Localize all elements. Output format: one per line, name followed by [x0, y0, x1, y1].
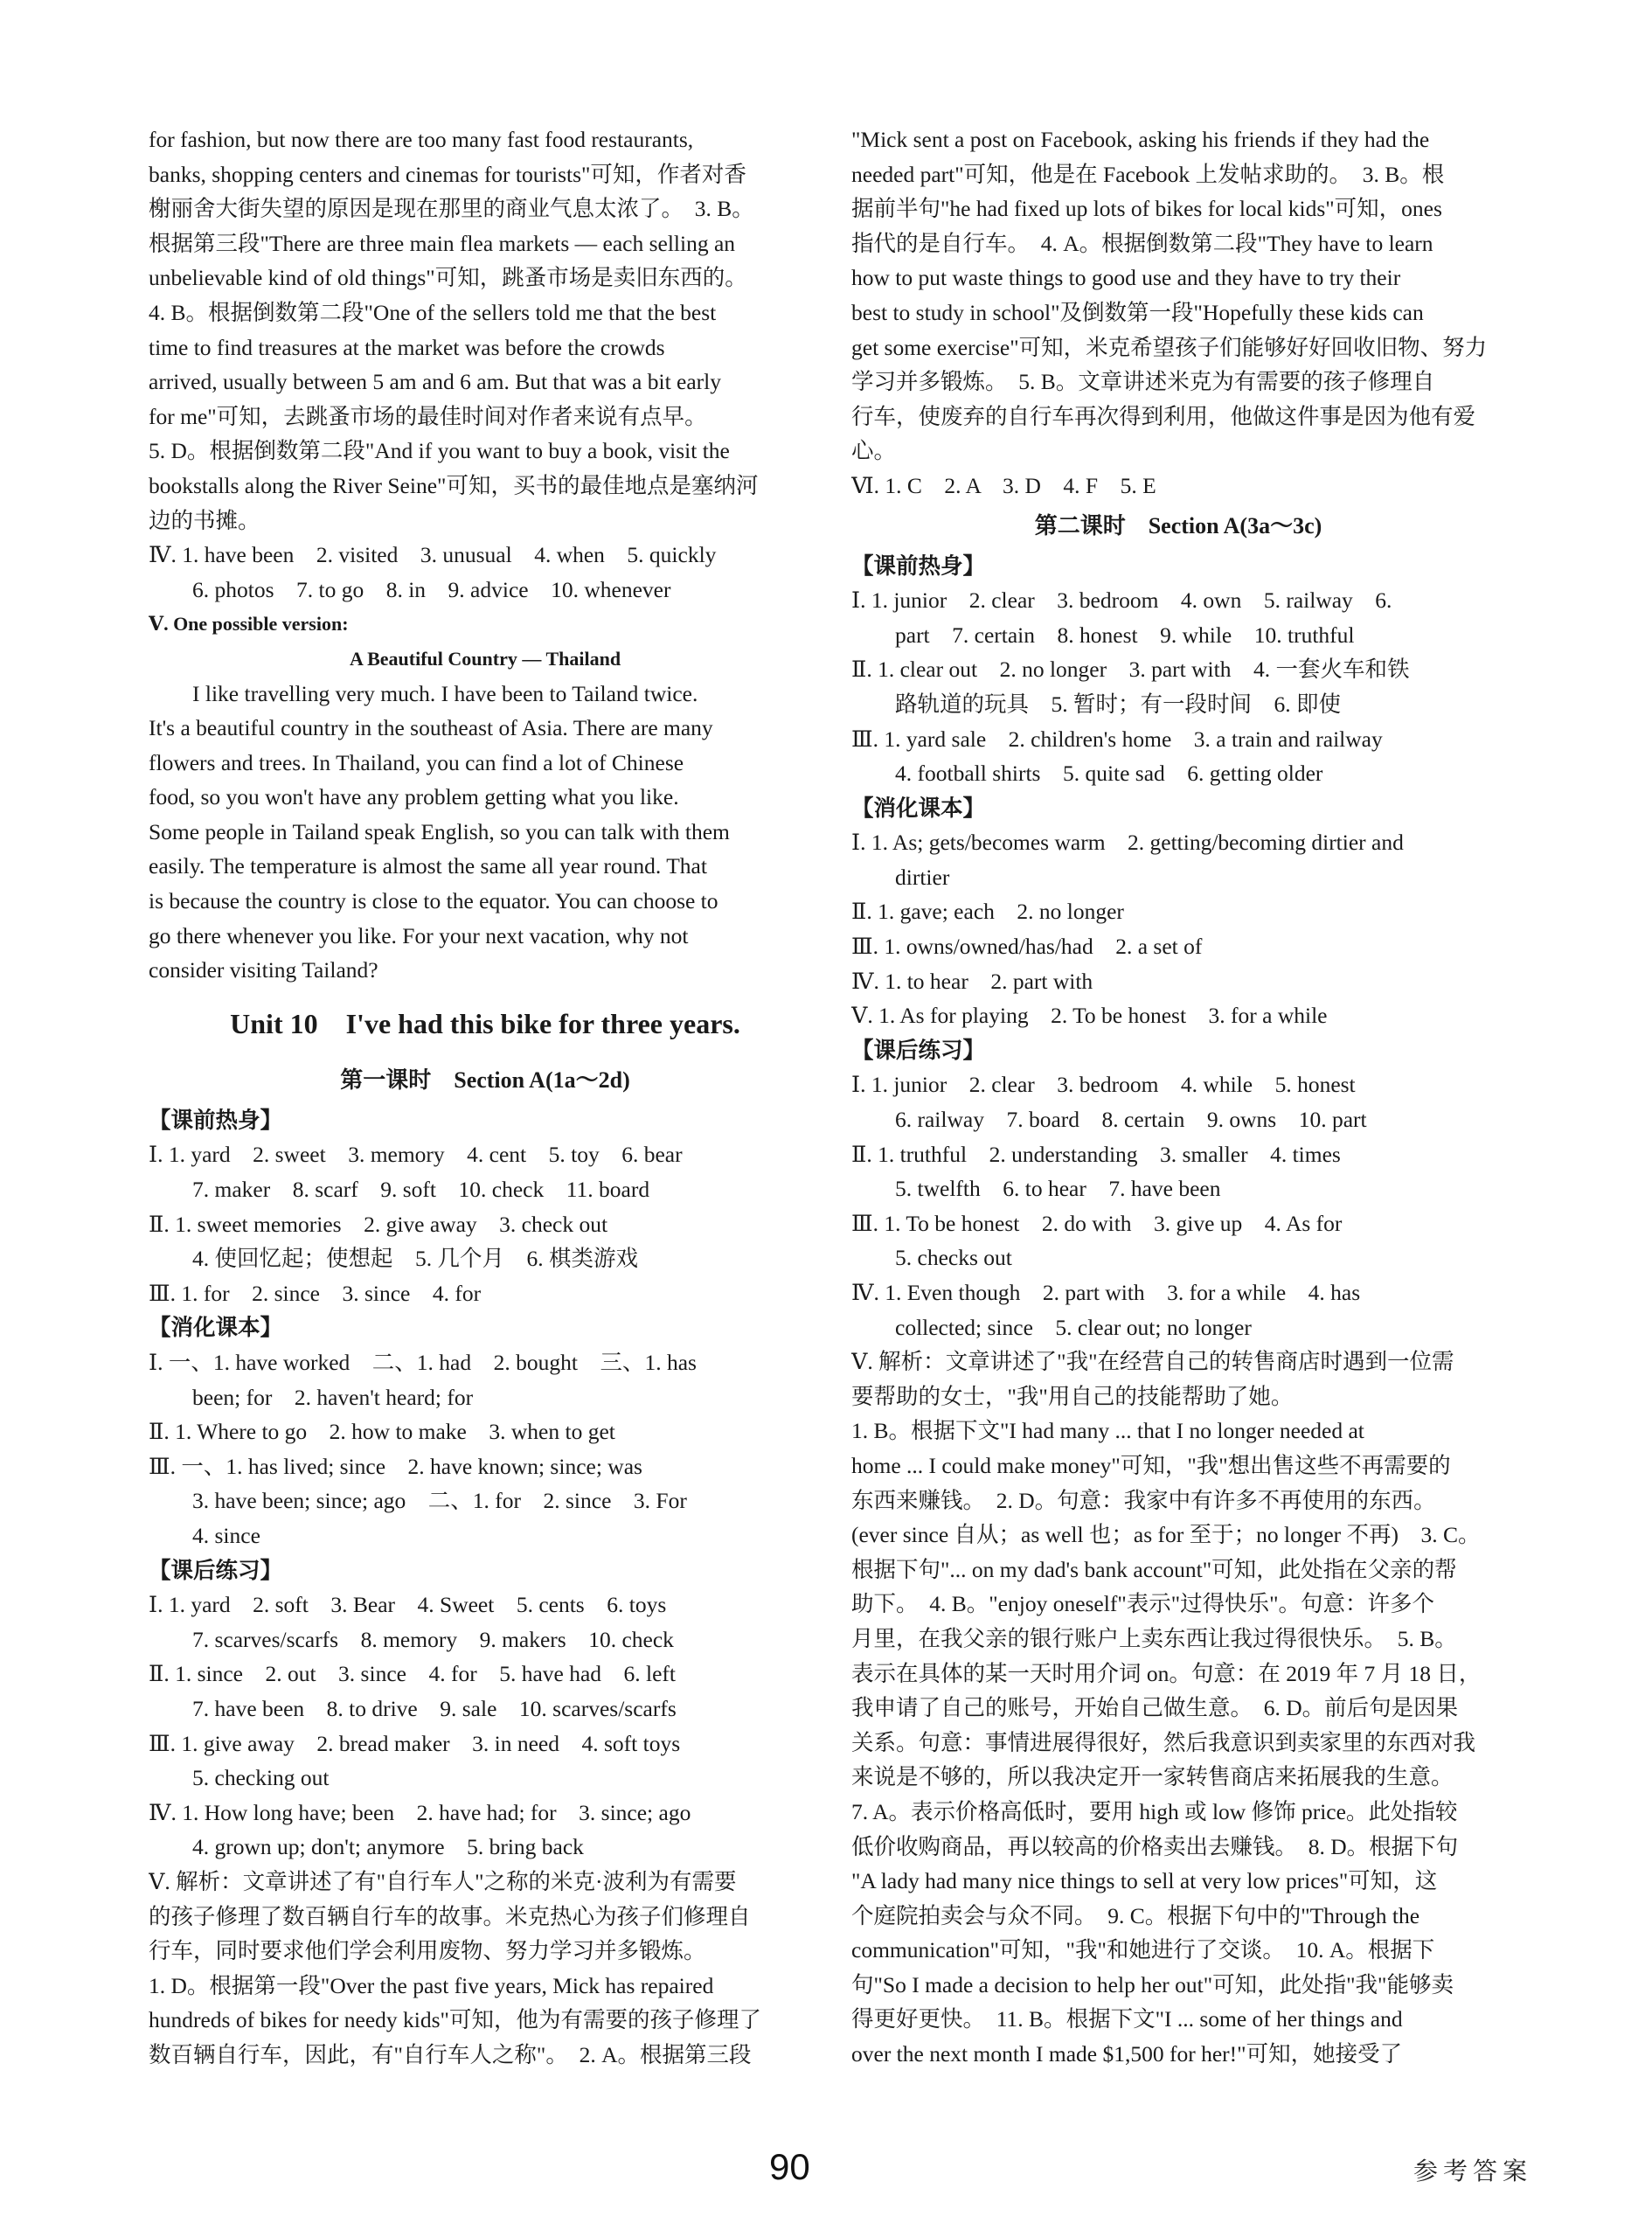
text-line: 榭丽舍大街失望的原因是现在那里的商业气息太浓了。 3. B。: [149, 196, 754, 222]
answer-line: Ⅰ. 1. junior 2. clear 3. bedroom 4. own 5. railway 6.: [851, 587, 1392, 614]
text-line: get some exercise"可知，米克希望孩子们能够好好回收旧物、努力: [851, 334, 1488, 360]
answer-line: 关系。句意：事情进展得很好，然后我意识到卖家里的东西对我: [851, 1729, 1476, 1755]
answer-line: 低价收购商品，再以较高的价格卖出去赚钱。 8. D。根据下句: [851, 1833, 1459, 1859]
essay-line: easily. The temperature is almost the same all year round. That: [149, 853, 707, 879]
answer-line: 4. grown up; don't; anymore 5. bring back: [192, 1834, 584, 1860]
answer-line: Ⅰ. 一、1. have worked 二、1. had 2. bought 三、1. has: [149, 1350, 697, 1375]
answer-line: 东西来赚钱。 2. D。句意：我家中有许多不再使用的东西。: [851, 1487, 1436, 1513]
answer-line: 1. D。根据第一段"Over the past five years, Mick has repaired: [149, 1972, 714, 1998]
answer-line: Ⅴ. 解析：文章讲述了"我"在经营自己的转售商店时遇到一位需: [851, 1349, 1454, 1375]
answer-line: Ⅱ. 1. gave; each 2. no longer: [851, 899, 1124, 925]
text-line: best to study in school"及倒数第一段"Hopefully these kids can: [851, 299, 1424, 325]
answer-line: 得更好更快。 11. B。根据下文"I ... some of her things and: [851, 2006, 1403, 2032]
answer-line: Ⅳ. 1. to hear 2. part with: [851, 968, 1093, 994]
text-line: time to find treasures at the market was before the crowds: [149, 334, 665, 360]
text-line: needed part"可知，他是在 Facebook 上发帖求助的。 3. B。根: [851, 161, 1445, 187]
answer-line: (ever since 自从；as well 也；as for 至于；no longer 不再) 3. C。: [851, 1522, 1481, 1548]
warmup-label: 【课前热身】: [851, 552, 986, 579]
essay-line: flowers and trees. In Thailand, you can find a lot of Chinese: [149, 749, 684, 775]
answer-line: hundreds of bikes for needy kids"可知，他为有需要的孩子修理了: [149, 2007, 761, 2033]
answer-line: 路轨道的玩具 5. 暂时；有一段时间 6. 即使: [895, 691, 1342, 717]
answer-line: 个庭院拍卖会与众不同。 9. C。根据下句中的"Through the: [851, 1902, 1420, 1928]
answer-line: 7. A。表示价格高低时，要用 high 或 low 修饰 price。此处指较: [851, 1798, 1458, 1824]
text-line: bookstalls along the River Seine"可知，买书的最佳地点是塞纳河: [149, 472, 759, 498]
text-line: Ⅳ. 1. have been 2. visited 3. unusual 4. when 5. quickly: [149, 542, 717, 568]
essay-line: consider visiting Tailand?: [149, 957, 378, 983]
answer-line: Ⅱ. 1. clear out 2. no longer 3. part with 4. 一套火车和铁: [851, 657, 1410, 683]
answer-line: Ⅱ. 1. Where to go 2. how to make 3. when to get: [149, 1419, 615, 1445]
answer-line: 的孩子修理了数百辆自行车的故事。米克热心为孩子们修理自: [149, 1903, 751, 1929]
answer-line: Ⅲ. 1. give away 2. bread maker 3. in need 4. soft toys: [149, 1730, 681, 1756]
left-column: [149, 122, 822, 2072]
answer-line: home ... I could make money"可知，"我"想出售这些不再需要的: [851, 1452, 1451, 1478]
answer-line: over the next month I made $1,500 for her!"可知，她接受了: [851, 2041, 1403, 2067]
essay-line: is because the country is close to the equator. You can choose to: [149, 888, 718, 914]
essay-line: go there whenever you like. For your next vacation, why not: [149, 922, 689, 948]
text-line: 心。: [851, 438, 897, 464]
answer-line: 句"So I made a decision to help her out"可知，此处指"我"能够卖: [851, 1971, 1454, 1997]
answer-line: Ⅰ. 1. yard 2. soft 3. Bear 4. Sweet 5. cents 6. toys: [149, 1592, 667, 1618]
answer-line: 月里，在我父亲的银行账户上卖东西让我过得很快乐。 5. B。: [851, 1625, 1457, 1651]
answer-line: Ⅰ. 1. yard 2. sweet 3. memory 4. cent 5. toy 6. bear: [149, 1142, 683, 1168]
answer-line: 我申请了自己的账号，开始自己做生意。 6. D。前后句是因果: [851, 1695, 1459, 1721]
answer-line: Ⅳ. 1. Even though 2. part with 3. for a while 4. has: [851, 1280, 1361, 1305]
digest-label: 【消化课本】: [149, 1315, 283, 1341]
text-line: arrived, usually between 5 am and 6 am. But that was a bit early: [149, 369, 722, 395]
answer-line: 7. have been 8. to drive 9. sale 10. scarves/scarfs: [192, 1695, 677, 1721]
answer-line: Ⅰ. 1. junior 2. clear 3. bedroom 4. while 5. honest: [851, 1072, 1356, 1098]
answer-line: 5. checking out: [192, 1765, 330, 1791]
text-line: banks, shopping centers and cinemas for tourists"可知，作者对香: [149, 161, 746, 187]
text-line: unbelievable kind of old things"可知，跳蚤市场是卖旧东西的。: [149, 265, 747, 291]
text-line: 5. D。根据倒数第二段"And if you want to buy a book, visit the: [149, 438, 730, 464]
answer-line: collected; since 5. clear out; no longer: [895, 1314, 1252, 1340]
warmup-label: 【课前热身】: [149, 1107, 283, 1133]
answer-line: 1. B。根据下文"I had many ... that I no longer needed at: [851, 1418, 1364, 1444]
text-line: 4. B。根据倒数第二段"One of the sellers told me that the best: [149, 299, 717, 325]
answer-line: 要帮助的女士，"我"用自己的技能帮助了她。: [851, 1383, 1294, 1409]
answer-line: Ⅱ. 1. sweet memories 2. give away 3. check out: [149, 1211, 608, 1237]
essay-line: Some people in Tailand speak English, so you can talk with them: [149, 818, 730, 844]
section-title: 第二课时 Section A(3a～3c): [1034, 512, 1322, 538]
answer-line: "A lady had many nice things to sell at very low prices"可知，这: [851, 1868, 1438, 1894]
answer-line: 7. maker 8. scarf 9. soft 10. check 11. board: [192, 1177, 650, 1203]
text-line: 行车，使废弃的自行车再次得到利用，他做这件事是因为他有爱: [851, 403, 1476, 429]
answer-line: Ⅲ. 一、1. has lived; since 2. have known; since; was: [149, 1453, 642, 1479]
essay-heading: Ⅴ. One possible version:: [149, 613, 349, 636]
answer-line: Ⅲ. 1. for 2. since 3. since 4. for: [149, 1280, 482, 1306]
text-line: Ⅵ. 1. C 2. A 3. D 4. F 5. E: [851, 472, 1156, 498]
text-line: 根据第三段"There are three main flea markets — each selling an: [149, 230, 736, 256]
answer-line: 行车，同时要求他们学会利用废物、努力学习并多锻炼。: [149, 1938, 706, 1964]
answer-line: Ⅱ. 1. since 2. out 3. since 4. for 5. have had 6. left: [149, 1661, 676, 1687]
practice-label: 【课后练习】: [851, 1037, 986, 1063]
answer-line: 4. 使回忆起；使想起 5. 几个月 6. 棋类游戏: [192, 1246, 639, 1272]
answer-line: Ⅴ. 1. As for playing 2. To be honest 3. for a while: [851, 1003, 1328, 1029]
answer-line: Ⅲ. 1. owns/owned/has/had 2. a set of: [851, 934, 1203, 960]
essay-line: I like travelling very much. I have been to Tailand twice.: [192, 680, 698, 706]
essay-line: food, so you won't have any problem getting what you like.: [149, 784, 679, 810]
answer-line: Ⅲ. 1. yard sale 2. children's home 3. a train and railway: [851, 726, 1383, 752]
answer-line: 4. since: [192, 1522, 260, 1548]
answer-line: Ⅳ. 1. How long have; been 2. have had; for 3. since; ago: [149, 1799, 691, 1825]
answer-line: 3. have been; since; ago 二、1. for 2. since 3. For: [192, 1488, 687, 1514]
footer-label: 参考答案: [1413, 2158, 1533, 2185]
text-line: for fashion, but now there are too many fast food restaurants,: [149, 127, 694, 152]
answer-line: 6. railway 7. board 8. certain 9. owns 10. part: [895, 1107, 1367, 1133]
text-line: 6. photos 7. to go 8. in 9. advice 10. whenever: [192, 576, 671, 602]
answer-line: dirtier: [895, 864, 950, 890]
answer-line: part 7. certain 8. honest 9. while 10. truthful: [895, 622, 1355, 648]
answer-line: 来说是不够的，所以我决定开一家转售商店来拓展我的生意。: [851, 1764, 1454, 1790]
answer-line: 数百辆自行车，因此，有"自行车人之称"。 2. A。根据第三段: [149, 2041, 752, 2067]
text-line: 指代的是自行车。 4. A。根据倒数第二段"They have to learn: [851, 230, 1433, 256]
practice-label: 【课后练习】: [149, 1557, 283, 1583]
digest-label: 【消化课本】: [851, 795, 986, 821]
text-line: how to put waste things to good use and they have to try their: [851, 265, 1401, 291]
section-title: 第一课时 Section A(1a～2d): [340, 1066, 630, 1093]
text-line: 边的书摊。: [149, 507, 260, 533]
text-line: 学习并多锻炼。 5. B。文章讲述米克为有需要的孩子修理自: [851, 369, 1435, 395]
page-number: 90: [769, 2146, 810, 2187]
answer-line: 4. football shirts 5. quite sad 6. getting older: [895, 761, 1323, 787]
answer-line: Ⅴ. 解析：文章讲述了有"自行车人"之称的米克·波利为有需要: [149, 1868, 737, 1894]
text-line: for me"可知，去跳蚤市场的最佳时间对作者来说有点早。: [149, 403, 707, 429]
answer-line: 5. twelfth 6. to hear 7. have been: [895, 1176, 1221, 1202]
answer-line: been; for 2. haven't heard; for: [192, 1384, 474, 1410]
answer-line: Ⅲ. 1. To be honest 2. do with 3. give up 4. As for: [851, 1210, 1343, 1236]
essay-line: It's a beautiful country in the southeast of Asia. There are many: [149, 715, 713, 741]
essay-title: A Beautiful Country — Thailand: [349, 647, 621, 670]
text-line: "Mick sent a post on Facebook, asking his friends if they had the: [851, 127, 1430, 152]
text-line: 据前半句"he had fixed up lots of bikes for local kids"可知，ones: [851, 196, 1442, 222]
answer-line: 表示在具体的某一天时用介词 on。句意：在 2019 年 7 月 18 日，: [851, 1660, 1482, 1686]
answer-line: 助下。 4. B。"enjoy oneself"表示"过得快乐"。句意：许多个: [851, 1591, 1435, 1617]
answer-line: 5. checks out: [895, 1245, 1012, 1271]
answer-line: Ⅰ. 1. As; gets/becomes warm 2. getting/becoming dirtier and: [851, 830, 1404, 856]
answer-line: 7. scarves/scarfs 8. memory 9. makers 10. check: [192, 1626, 674, 1652]
answer-line: Ⅱ. 1. truthful 2. understanding 3. smaller 4. times: [851, 1141, 1341, 1167]
answer-line: communication"可知，"我"和她进行了交谈。 10. A。根据下: [851, 1937, 1435, 1963]
right-column: [851, 122, 1505, 2072]
unit-title: Unit 10 I've had this bike for three years.: [230, 1007, 740, 1039]
answer-line: 根据下句"... on my dad's bank account"可知，此处指在父亲的帮: [851, 1556, 1457, 1582]
